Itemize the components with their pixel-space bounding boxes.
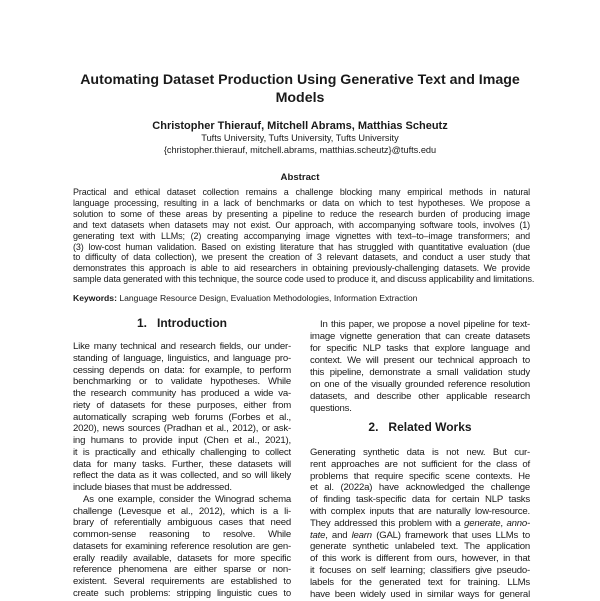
text-line: have been widely used in similar ways for general — [310, 588, 530, 600]
text-line: demonstrates this approach is able to aid researchers in obtaining previously-challenging datasets. We provide — [73, 263, 530, 274]
keywords — [73, 293, 417, 303]
text-line: In this paper, we propose a novel pipeline for text- — [320, 319, 530, 330]
text-line: automatically scraping web forums (Forbes et al., — [73, 411, 291, 423]
text-line: existent. Several requirements are established to — [73, 576, 291, 587]
text-line: et al. (2022a) have acknowledged the challenge — [310, 482, 530, 494]
text-line — [310, 518, 530, 530]
text-line: datasets for examining reference resolution are gen- — [73, 540, 291, 552]
text-line: language processing, resulting in a lack of benchmarks or data on which to test hypotheses. We propose a — [73, 197, 530, 208]
text-line: for specific NLP tasks that explore language and — [310, 343, 530, 354]
text-line: datasets, and describe other applicable research — [310, 391, 530, 402]
text-line: ing humans to provide input (Chen et al., 2021), — [73, 435, 291, 446]
italic-term: learn — [351, 529, 372, 541]
text-line: solution to some of these areas by presenting a pipeline to reduce the research burden of producing image — [73, 208, 530, 219]
text-line: reflect the data as it was collected, and so will likely — [73, 470, 291, 482]
section-heading-introduction: 1. Introduction — [137, 316, 227, 330]
text-line: rent approaches are not sufficient for the class of — [310, 458, 530, 470]
text-line: sample data generated with this technique, the source code used to produce it, and discuss applicability and limitations. — [73, 274, 535, 285]
text-line: challenge (Levesque et al., 2012), which is a li- — [73, 505, 291, 517]
italic-term: generate — [464, 517, 501, 529]
text-line: (3) low-cost human validation. Based on existing literature that has struggled with quantitative evaluation (due — [73, 241, 530, 252]
text-line: riety of datasets for these purposes, either from — [73, 399, 291, 411]
text-line: generate synthetic unlabeled text. The application — [310, 541, 530, 553]
text-segment: , — [500, 517, 507, 529]
text-line: questions. — [310, 403, 352, 414]
author-emails: {christopher.thierauf, mitchell.abrams, matthias.scheutz}@tufts.edu — [163, 145, 437, 155]
text-line: it focuses on self learning; classifiers give pseudo- — [310, 565, 530, 576]
text-line: Practical and ethical dataset collection remains a challenge blocking many empirical methods in natural — [73, 187, 530, 197]
keywords-text: Language Resource Design, Evaluation Methodologies, Information Extraction — [119, 293, 418, 303]
text-line: 2020), news sources (Pradhan et al., 2012), or ask- — [73, 423, 291, 435]
text-line: benchmarking or to validate hypotheses. While — [73, 376, 291, 388]
text-line: cessing depends on data: for example, to perform — [73, 364, 291, 376]
text-line: data for many tasks. Further, these datasets will — [73, 458, 291, 470]
text-line: brary of referentially ambiguous cases that need — [73, 517, 291, 529]
text-line: to difficulty of data collection), we present the creation of 3 relevant datasets, and conduct a user study that — [73, 252, 530, 263]
text-line — [310, 530, 530, 542]
text-line: Generating synthetic data is not new. But cur- — [310, 447, 530, 458]
authors: Christopher Thierauf, Mitchell Abrams, Matthias Scheutz — [152, 120, 448, 132]
text-line: include biases that must be addressed. — [73, 482, 232, 493]
text-segment: (GAL) framework that uses LLMs to — [371, 529, 530, 541]
text-line: reference phenomena are either sparse or non- — [73, 564, 291, 576]
keywords-label: Keywords: — [73, 293, 117, 303]
text-line: create such problems: stripping linguistic cues to — [73, 587, 291, 599]
paper-title-line-1: Automating Dataset Production Using Generative Text and Image — [80, 72, 520, 88]
paper-title-line-2: Models — [275, 90, 325, 106]
italic-term: tate — [310, 529, 326, 541]
section-heading-related-works: 2. Related Works — [368, 420, 472, 434]
text-line: with complex inputs that are naturally low-resource. — [310, 506, 530, 517]
text-line: of finding task-specific data for certain NLP tasks — [310, 494, 530, 506]
text-line: and text datasets when datasets may not exist. Our approach, with accompanying software tools, involves (1) — [73, 219, 530, 230]
abstract-heading: Abstract — [280, 172, 320, 183]
text-line: standing of language, linguistics, and language pro- — [73, 352, 291, 364]
text-line: Like many technical and research fields, our under- — [73, 341, 291, 352]
text-line: common-sense reasoning to resolve. While — [73, 529, 291, 540]
affiliation: Tufts University, Tufts University, Tufts University — [201, 133, 399, 143]
italic-term: anno- — [506, 517, 530, 529]
text-line: As one example, consider the Winograd schema — [83, 493, 291, 505]
text-segment: , and — [325, 529, 352, 541]
text-line: problems that require specific scene contexts. He — [310, 470, 530, 482]
text-line: erally readily available, datasets for more specific — [73, 552, 291, 564]
text-line: context. We will present our technical approach to — [310, 355, 530, 366]
text-line: of this work is different from ours, however, in that — [310, 553, 530, 565]
text-line: on one of the visually grounded reference resolution — [310, 379, 530, 390]
text-line: labels for the generated text for training. LLMs — [310, 576, 530, 588]
text-line: generating text with LLMs; (2) creating accompanying image vignettes with text–to–image transformers; and — [73, 230, 530, 241]
text-line: image vignette generation that can create datasets — [310, 331, 530, 342]
text-line: it is practically and ethically challenging to collect — [73, 446, 291, 458]
text-line: the research community has produced a wide va- — [73, 388, 291, 399]
text-line: this pipeline, demonstrate a small validation study — [310, 367, 530, 378]
text-segment: They addressed this problem with a — [310, 517, 465, 529]
